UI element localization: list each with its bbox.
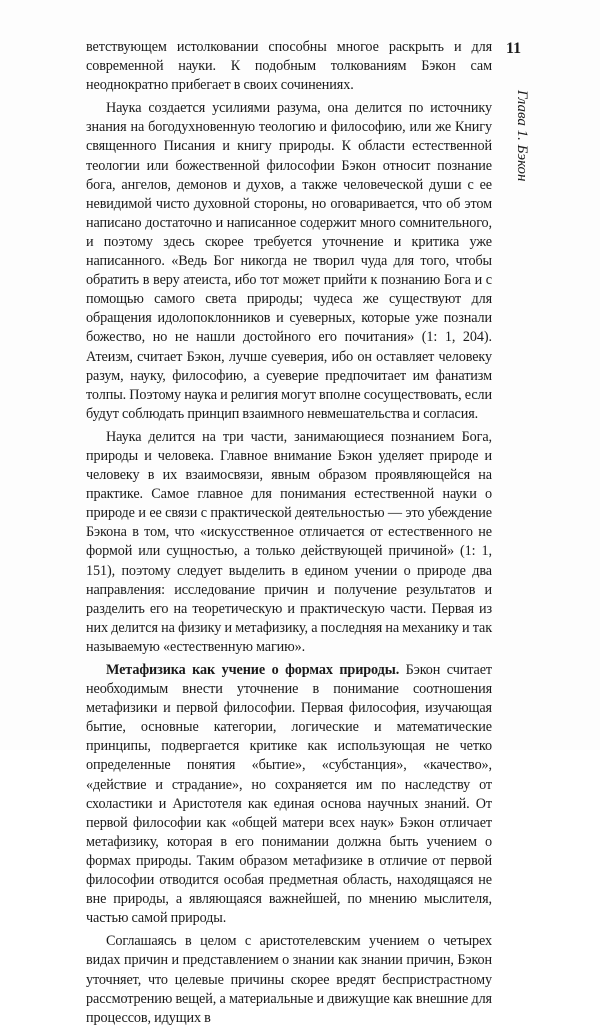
paragraph-1: ветствующем истолковании способны многое раскрыть и для современной науки. К подобным толкованиям Бэкон сам неоднократно прибегает в своих сочинениях. xyxy=(86,39,492,94)
page-number: 11 xyxy=(506,40,522,57)
paragraph-4 xyxy=(86,661,492,928)
running-head: Глава 1. Бэкон xyxy=(514,90,530,182)
section-heading: Метафизика как учение о формах природы. xyxy=(106,662,400,678)
paragraph-3: Наука делится на три части, занимающиеся познанием Бога, природы и человека. Главное внимание Бэкон уделяет природе и человеку в их взаимосвязи, явным образом проявляющейся на практике. Самое главное для понимания естественной науки о природе и ее связи с практической деятельностью — это убеждение Бэкона в том, что «искусственное отличается от естественного не формой или сущностью, а только действующей причиной» (1: 1, 151), поэтому следует выделить в едином учении о природе два направления: исследование причин и получение результатов и разделить его на теоретическую и практическую части. Первая из них делится на физику и метафизику, а последняя на механику и так называемую «естественную магию». xyxy=(86,428,492,655)
text-column xyxy=(86,38,492,1028)
paragraph-5: Соглашаясь в целом с аристотелевским учением о четырех видах причин и представлением о знании как знании причин, Бэкон уточняет, что целевые причины скорее вредят беспристрастному рассмотрению вещей, а материальные и движущие как внешние для процессов, идущих в xyxy=(86,933,492,1026)
paragraph-2: Наука создается усилиями разума, она делится по источнику знания на богодухновенную теологию и философию, или же Книгу священного Писания и книгу природы. К области естественной теологии или божественной философии Бэкон относит познание бога, ангелов, демонов и духов, а также человеческой души с ее невидимой чисто духовной стороны, но оговаривается, что об этом написано достаточно и написанное содержит много сомнительного, и поэтому здесь скорее требуется уточнение и критика уже написанного. «Ведь Бог никогда не творил чуда для того, чтобы обратить в веру атеиста, ибо тот может прийти к познанию Бога и с помощью самого света природы; чудеса же существуют для обращения идолопоклонников и суеверных, которые уже познали божество, но не нашли достойного его почитания» (1: 1, 204). Атеизм, считает Бэкон, лучше суеверия, ибо он оставляет человеку разум, науку, философию, а суеверие предпочитает им фанатизм толпы. Поэтому наука и религия могут вполне сосуществовать, если будут соблюдать принцип взаимного невмешательства и согласия. xyxy=(86,100,492,422)
paragraph-4-text: Бэкон считает необходимым внести уточнение в понимание соотношения метафизики и первой философии. Первая философия, изучающая бытие, основные категории, логические и математические принципы, подвергается критике как использующая не четко определенные понятия «бытие», «субстанция», «качество», «действие и страдание», но сохраняется им по наследству от схоластики и Аристотеля как единая основа научных знаний. От первой философии как «общей матери всех наук» Бэкон отличает метафизику, которая в его понимании должна быть учением о формах природы. Таким образом метафизике в отличие от первой философии отводится особая предметная область, находящаяся не вне природы, а являющаяся важнейшей, по мнению мыслителя, частью самой природы. xyxy=(86,662,492,927)
